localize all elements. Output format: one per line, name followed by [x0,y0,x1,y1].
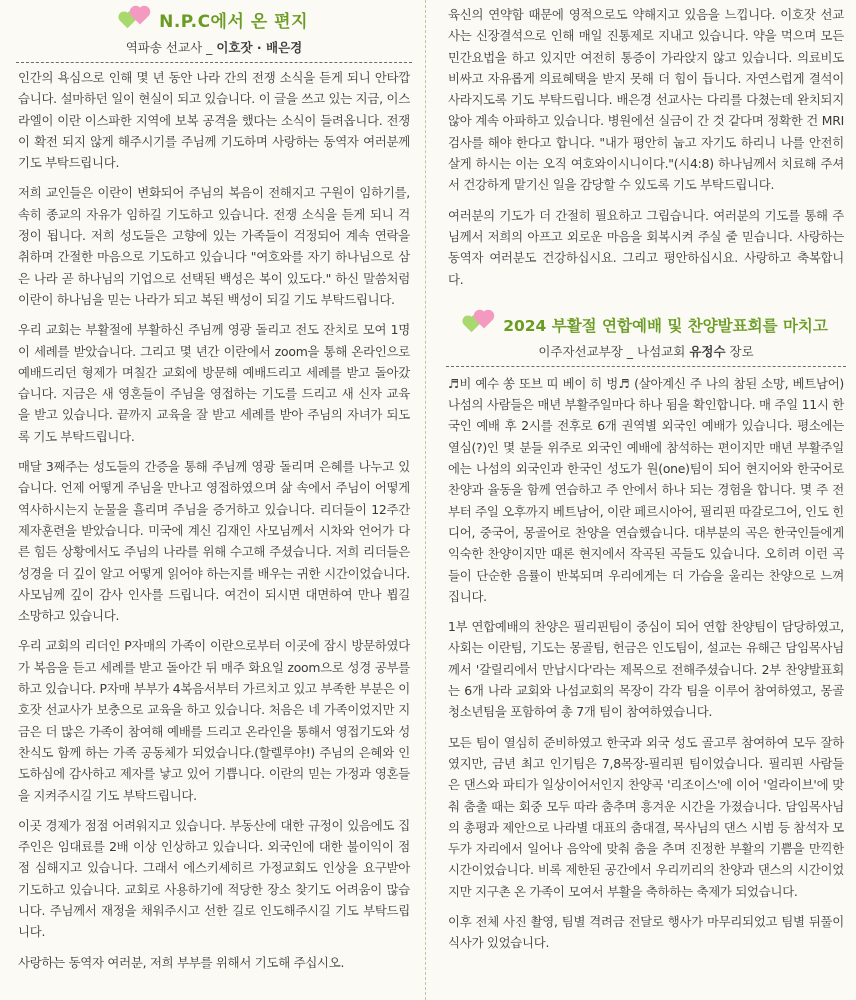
paragraph: ♬비 예수 쏭 또브 띠 베이 히 벙♬ (살아계신 주 나의 참된 소망, 베트남어) 나섬의 사람들은 매년 부활주일마다 하나 됨을 확인합니다. 매 주일 11시 한국인 예배 후 2시를 전후로 6개 권역별 외국인 예배가 있습니다. 평소에는 열심(?)인 몇 분들 위주로 외국인 예배에 참석하는 편이지만 매년 부활주일에는 나섬의 외국인과 한국인 성도가 원(one)팀이 되어 현지어와 한국어로 찬양과 율동을 함께 연습하고 주 안에서 하나 되는 경험을 합니다. 몇 주 전부터 주일 오후까지 베트남어, 이란 페르시아어, 필리핀 따갈로그어, 인도 힌디어, 중국어, 몽골어로 찬양을 연습했습니다. 대부분의 곡은 한국인들에게 익숙한 찬양이지만 때론 현지에서 작곡된 곡들도 있습니다. 오히려 이런 곡들이 단순한 음률이 반복되며 우리에게는 더 가슴을 울리는 찬양으로 느껴집니다. [448,375,844,604]
paragraph: 사랑하는 동역자 여러분, 저희 부부를 위해서 기도해 주십시오. [18,954,345,970]
paragraph: 우리 교회의 리더인 P자매의 가족이 이란으로부터 이곳에 잠시 방문하였다가 복음을 듣고 세례를 받고 돌아간 뒤 매주 화요일 zoom으로 성경 공부를 하고 있습니다. P자매 부부가 4복음서부터 가르치고 있고 부족한 부분은 이호잣 선교사가 보충으로 교육을 하고 있습니다. 처음은 네 가족이었지만 지금은 더 많은 가족이 참여해 예배를 드리고 온라인을 통해서 영접기도와 성찬식도 함께 하는 가족 공동체가 되었습니다.(할렐루야!) 주님의 은혜와 인도하심에 감사하고 제자를 낳고 있어 기쁩니다. 이란의 믿는 가정과 영혼들을 지켜주시길 기도 부탁드립니다. [18,638,410,803]
article-title-easter: 2024 부활절 연합예배 및 찬양발표회를 마치고 [503,316,828,335]
paragraph: 우리 교회는 부활절에 부활하신 주님께 영광 돌리고 전도 잔치로 모여 1명이 세례를 받았습니다. 그리고 몇 년간 이란에서 zoom을 통해 온라인으로 예배드리던 형제가 며칠간 교회에 방문해 예배드리고 세례를 받고 돌아갔습니다. 지금은 새 영혼들이 주님을 영접하는 기도를 드리고 새 신자 교육을 받고 있습니다. 끝까지 교육을 잘 받고 세례를 받아 주님의 자녀가 되도록 기도 부탁드립니다. [18,322,410,444]
paragraph: 육신의 연약함 때문에 영적으로도 약해지고 있음을 느낍니다. 이호잣 선교사는 신장결석으로 인해 매일 진통제로 지내고 있습니다. 약을 먹으며 모든 민간요법을 하고 있지만 여전히 통증이 가라앉지 않고 있습니다. 의료비도 비싸고 자유롭게 의료혜택을 받지 못해 더 힘이 듭니다. 자연스럽게 결석이 사라지도록 기도 부탁드립니다. 배은경 선교사는 다리를 다쳤는데 완치되지 않아 계속 아파하고 있습니다. 병원에선 실금이 간 것 같다며 정확한 건 MRI 검사를 해야 한다고 합니다. "내가 평안히 눕고 자기도 하리니 나를 안전히 살게 하시는 이는 오직 여호와이시니이다."(시4:8) 하나님께서 치료해 주셔서 건강하게 맡기신 일을 감당할 수 있도록 기도 부탁드립니다. [448,7,844,193]
column-divider [425,0,426,1000]
paragraph: 모든 팀이 열심히 준비하였고 한국과 외국 성도 골고루 참여하여 모두 잘하였지만, 금년 최고 인기팀은 7,8목장-필리핀 팀이었습니다. 필리핀 사람들은 댄스와 파티가 일상이어서인지 찬양곡 '리조이스'에 이어 '얼라이브'에 맞춰 춤출 때는 회중 모두 따라 춤추며 흥겨운 시간을 가졌습니다. 담임목사님의 총평과 제안으로 나라별 대표의 춤대결, 목사님의 댄스 시범 등 참석자 모두가 자리에서 일어나 음악에 맞춰 춤을 추며 진정한 부활의 기쁨을 만끽한 시간이었습니다. 비록 제한된 공간에서 우리끼리의 찬양과 댄스의 시간이었지만 지구촌 온 가족이 모여서 부활을 축하하는 축제가 되었습니다. [448,734,844,899]
paragraph: 인간의 욕심으로 인해 몇 년 동안 나라 간의 전쟁 소식을 듣게 되니 안타깝습니다. 설마하던 일이 현실이 되고 있습니다. 이 글을 쓰고 있는 지금, 이스라엘이 이란 이스파한 지역에 보복 공격을 했다는 소식이 들려옵니다. 전쟁이 확전 되지 않게 해주시기를 주님께 기도하며 사랑하는 동역자 여러분께 기도 부탁드립니다. [18,70,410,171]
article-title-npc: N.P.C에서 온 편지 [159,12,308,32]
article-header-easter [446,310,846,336]
byline-easter: 이주자선교부장 _ 나섬교회 유정수 장로 [538,343,754,359]
byline-npc: 역파송 선교사 _ 이호잣 · 배은경 [125,40,303,55]
right-column [438,0,850,954]
paragraph: 1부 연합예배의 찬양은 필리핀팀이 중심이 되어 연합 찬양팀이 담당하였고, 사회는 이란팀, 기도는 몽골팀, 헌금은 인도팀이, 설교는 유해근 담임목사님께서 '갈릴리에서 만납시다'라는 제목으로 전해주셨습니다. 2부 찬양발표회는 6개 나라 교회와 나섬교회의 목장이 각각 팀을 이루어 참여하였고, 몽골 청소년팀을 포함하여 총 7개 팀이 참여하였습니다. [448,619,844,720]
left-column [8,0,416,973]
article-header-npc [16,0,412,32]
paragraph: 매달 3째주는 성도들의 간증을 통해 주님께 영광 돌리며 은혜를 나누고 있습니다. 언제 어떻게 주님을 만나고 영접하였으며 삶 속에서 주님이 어떻게 역사하시는지 눈물을 흘리며 주님을 증거하고 있습니다. 리더들이 12주간 제자훈련을 받았습니다. 미국에 계신 김재인 사모님께서 시차와 언어가 다른 힘든 상황에서도 주님의 나라를 위해 수고해 주셨습니다. 저희 리더들은 성경을 더 깊이 알고 어떻게 읽어야 하는지를 배우는 귀한 시간이었습니다. 사모님께 깊이 감사 인사를 드립니다. 여건이 되시면 대면하여 만나 뵙길 소망하고 있습니다. [18,459,410,624]
paragraph: 여러분의 기도가 더 간절히 필요하고 그립습니다. 여러분의 기도를 통해 주님께서 저희의 아프고 외로운 마음을 회복시켜 주실 줄 믿습니다. 사랑하는 동역자 여러분도 건강하십시요. 그리고 평안하십시요. 사랑하고 축복합니다. [448,207,844,287]
paragraph: 이곳 경제가 점점 어려워지고 있습니다. 부동산에 대한 규정이 있음에도 집주인은 임대료를 2배 이상 인상하고 있습니다. 외국인에 대한 불이익이 점점 심해지고 있습니다. 그래서 에스키셰히르 가정교회도 인상을 요구받아 기도하고 있습니다. 교회로 사용하기에 적당한 장소 찾기도 어려움이 많습니다. 주님께서 재정을 채워주시고 선한 길로 인도해주시길 기도 부탁드립니다. [18,817,410,940]
paragraph: 이후 전체 사진 촬영, 팀별 격려금 전달로 행사가 마무리되었고 팀별 뒤풀이 식사가 있었습니다. [448,913,844,951]
paragraph: 저희 교인들은 이란이 변화되어 주님의 복음이 전해지고 구원이 임하기를, 속히 종교의 자유가 임하길 기도하고 있습니다. 전쟁 소식을 듣게 되니 걱정이 됩니다. 저희 성도들은 고향에 있는 가족들이 걱정되어 계속 연락을 취하며 간절한 마음으로 기도하고 있습니다 "여호와를 자기 하나님으로 삼은 나라 곧 하나님의 기업으로 선택된 백성은 복이 있도다." 하신 말씀처럼 이란이 하나님을 믿는 나라가 되고 복된 백성이 되길 기도 부탁드립니다. [18,185,410,307]
hearts-icon [120,6,154,32]
hearts-icon [464,310,498,336]
